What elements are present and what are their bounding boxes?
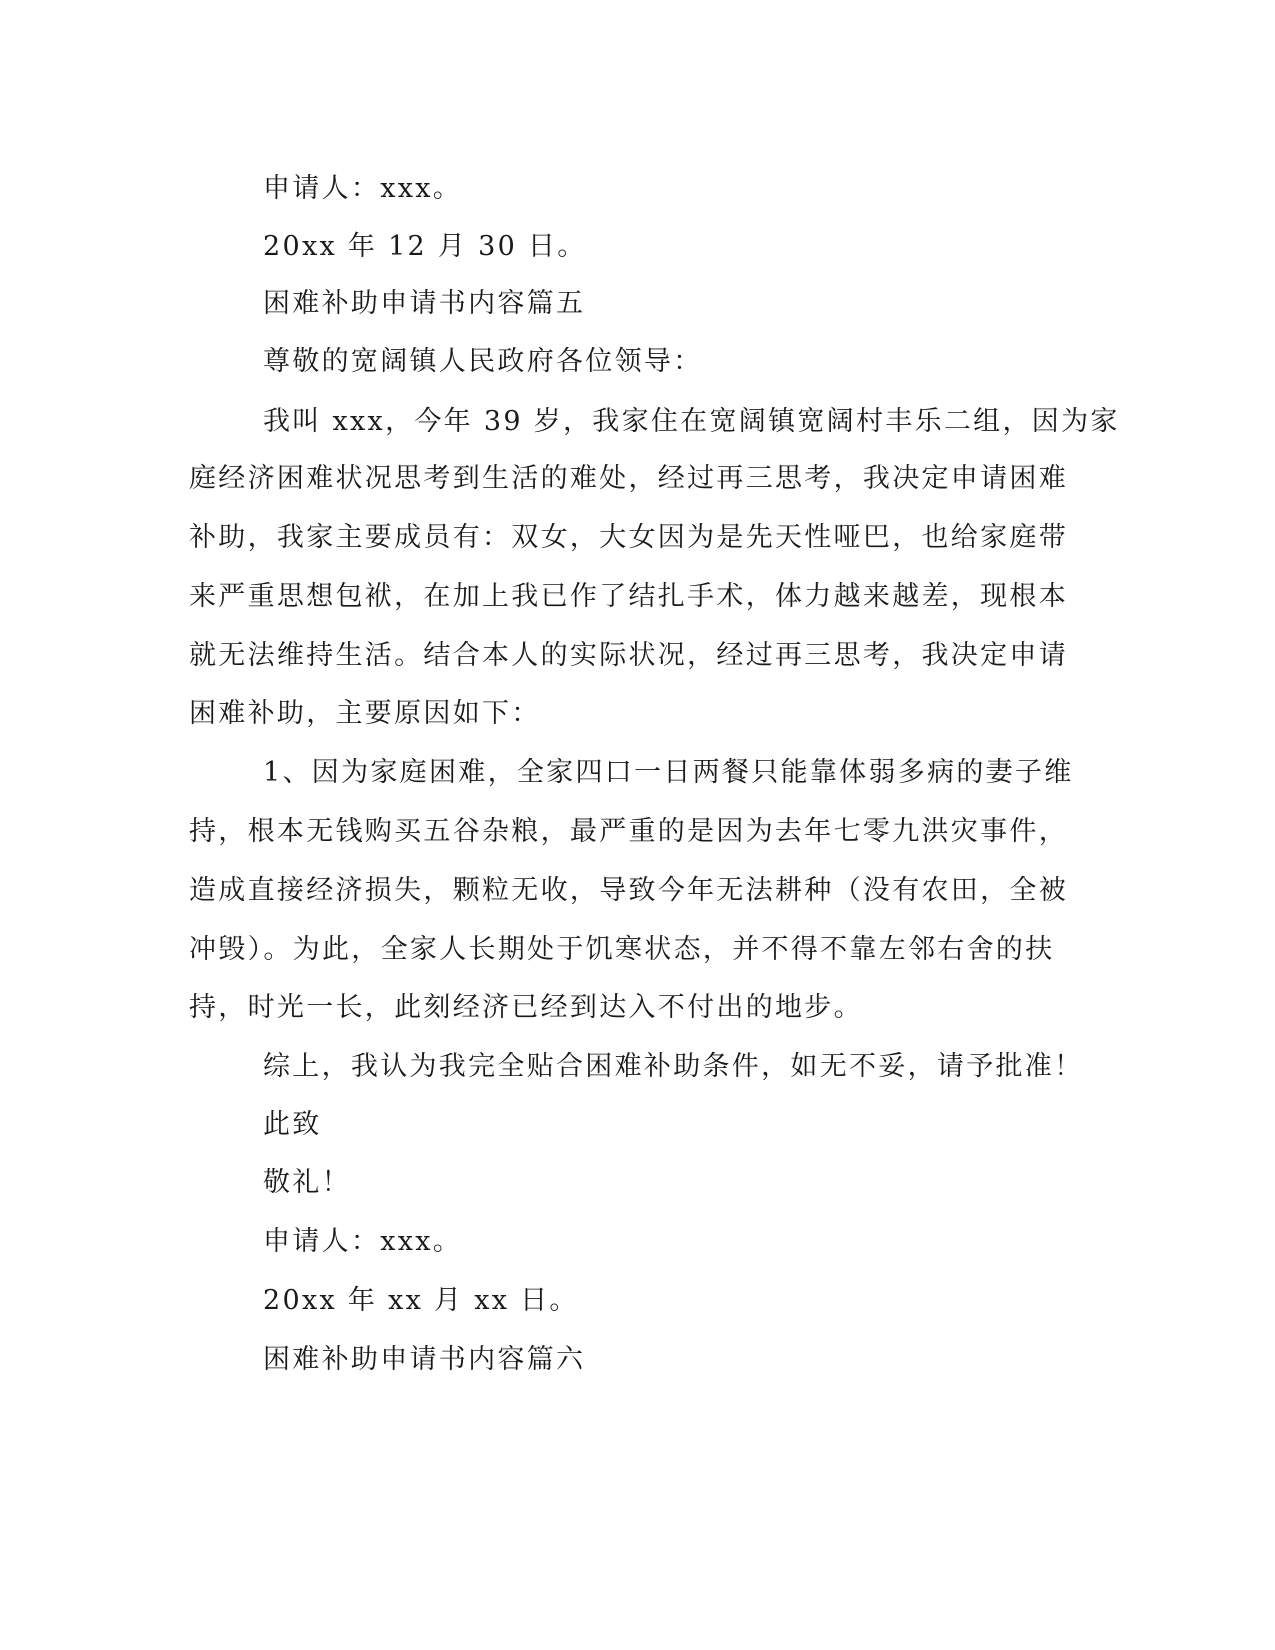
applicant-signature: 申请人：xxx。 (263, 173, 463, 204)
regards-line: 敬礼！ (263, 1167, 351, 1198)
signature-date: 20xx 年 xx 月 xx 日。 (263, 1285, 579, 1316)
closing-line: 此致 (263, 1109, 322, 1140)
body-paragraph-line: 就无法维持生活。结合本人的实际状况，经过再三思考，我决定申请 (189, 640, 1068, 671)
reason-paragraph-line: 1、因为家庭困难，全家四口一日两餐只能靠体弱多病的妻子维 (263, 757, 1074, 788)
body-paragraph-line: 来严重思想包袱，在加上我已作了结扎手术，体力越来越差，现根本 (189, 581, 1068, 612)
salutation: 尊敬的宽阔镇人民政府各位领导： (263, 346, 703, 377)
reason-paragraph-line: 持，根本无钱购买五谷杂粮，最严重的是因为去年七零九洪灾事件， (189, 816, 1068, 847)
reason-paragraph-line: 持，时光一长，此刻经济已经到达入不付出的地步。 (189, 992, 863, 1023)
reason-paragraph-line: 冲毁）。为此，全家人长期处于饥寒状态，并不得不靠左邻右舍的扶 (189, 934, 1055, 965)
reason-paragraph-line: 造成直接经济损失，颗粒无收，导致今年无法耕种（没有农田，全被 (189, 875, 1068, 906)
body-paragraph-line: 困难补助，主要原因如下： (189, 698, 541, 729)
conclusion-line: 综上，我认为我完全贴合困难补助条件，如无不妥，请予批准！ (263, 1051, 1084, 1082)
section-heading-five: 困难补助申请书内容篇五 (263, 288, 586, 319)
body-paragraph-line: 庭经济困难状况思考到生活的难处，经过再三思考，我决定申请困难 (189, 463, 1068, 494)
body-paragraph-line: 补助，我家主要成员有：双女，大女因为是先天性哑巴，也给家庭带 (189, 522, 1068, 553)
applicant-signature: 申请人：xxx。 (263, 1226, 463, 1257)
signature-date: 20xx 年 12 月 30 日。 (263, 231, 587, 262)
section-heading-six: 困难补助申请书内容篇六 (263, 1344, 586, 1375)
body-paragraph-line: 我叫 xxx，今年 39 岁，我家住在宽阔镇宽阔村丰乐二组，因为家 (263, 406, 1120, 437)
